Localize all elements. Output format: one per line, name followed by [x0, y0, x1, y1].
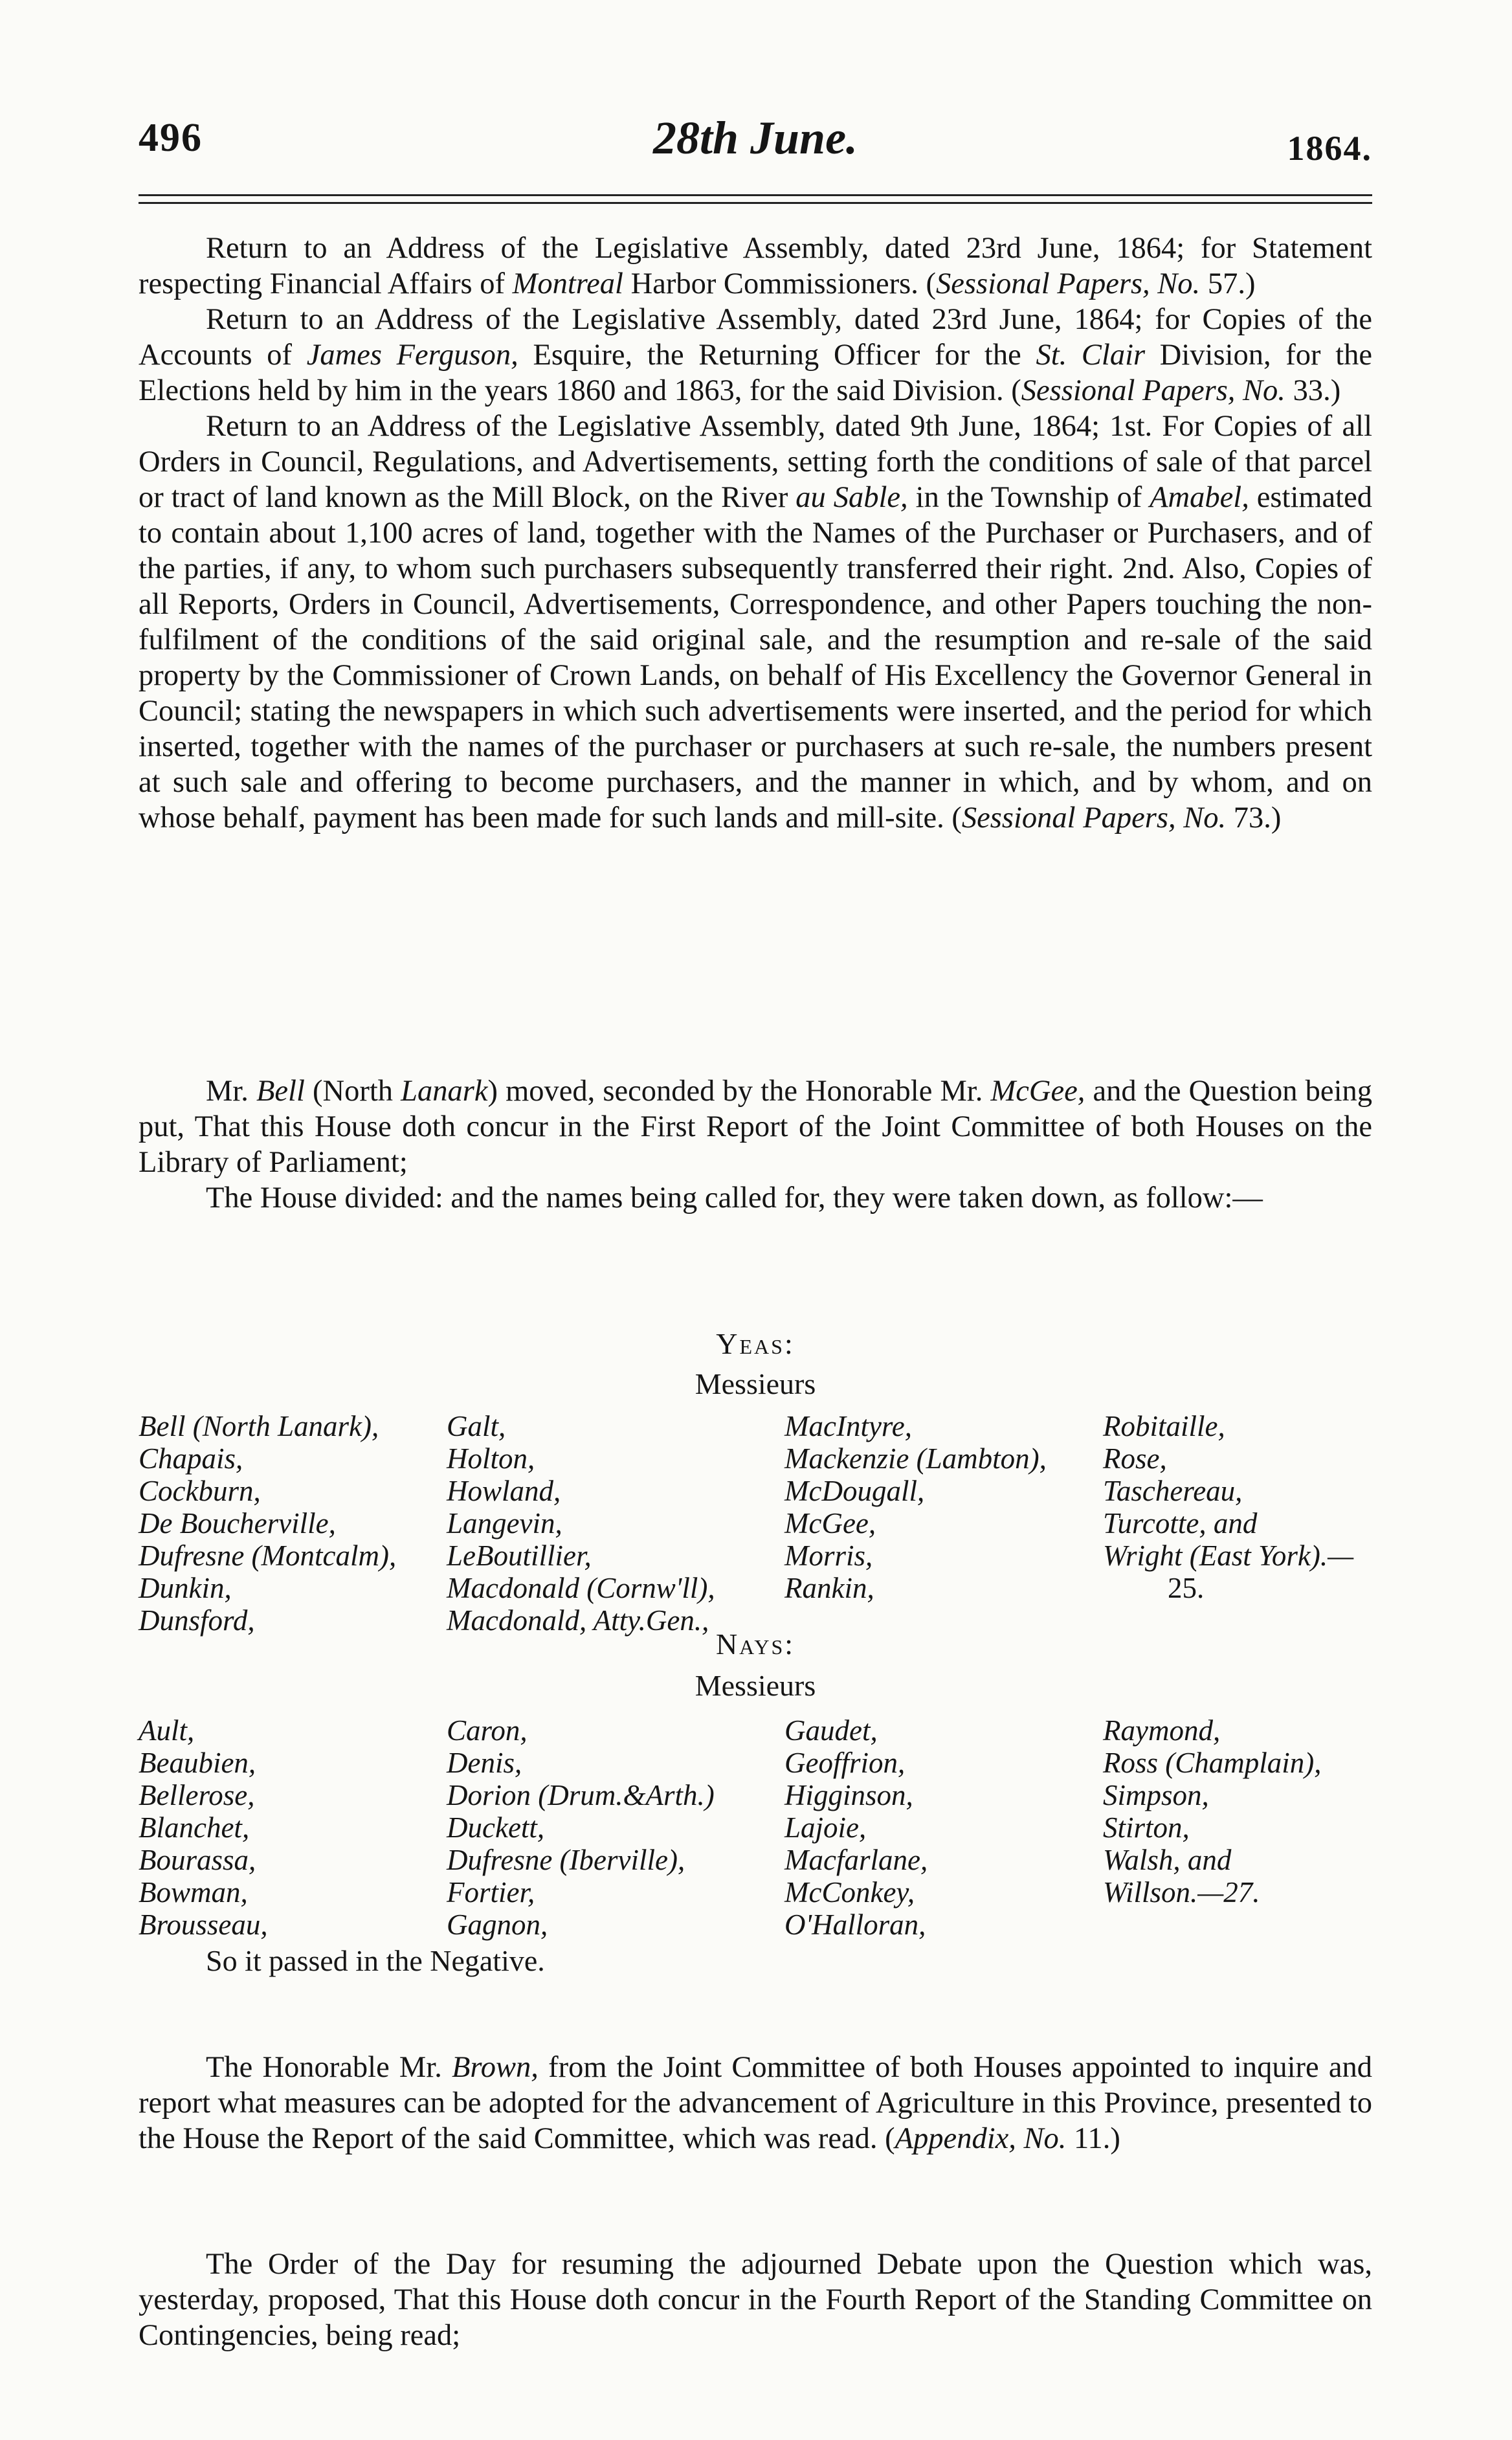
- order-section: [139, 2246, 1372, 2353]
- date-title: 28th June.: [652, 112, 858, 164]
- member-name: Galt,: [447, 1410, 506, 1442]
- member-name: Macfarlane,: [784, 1844, 928, 1876]
- member-name: Wright (East York).—: [1103, 1539, 1354, 1572]
- member-name: Caron,: [447, 1714, 528, 1747]
- running-head: [139, 112, 1372, 173]
- motion-paragraph: Mr. Bell (North Lanark) moved, seconded by the Honorable Mr. McGee, and the Question being put, That this House doth concur in the First Report of the Joint Committee of both Houses on the Library of Parliament;: [139, 1075, 1372, 1179]
- member-name: Blanchet,: [139, 1811, 250, 1844]
- member-name: Chapais,: [139, 1442, 243, 1475]
- division-result: So it passed in the Negative.: [206, 1944, 545, 1977]
- member-name: Mackenzie (Lambton),: [784, 1442, 1047, 1475]
- division-paragraph: The House divided: and the names being called for, they were taken down, as follow:—: [206, 1181, 1263, 1214]
- return-paragraph: Return to an Address of the Legislative Assembly, dated 9th June, 1864; 1st. For Copies of all Orders in Council, Regulations, and Advertisements, setting forth the conditions of sale of that parcel or tract of land known as the Mill Block, on the River au Sable, in the Township of Amabel, estimated to contain about 1,100 acres of land, together with the Names of the Purchaser or Purchasers, and of the parties, if any, to whom such purchasers subsequently transferred their right. 2nd. Also, Copies of all Reports, Orders in Council, Advertisements, Correspondence, and other Papers touching the non-fulfilment of the conditions of the said original sale, and the resumption and re-sale of the said property by the Commissioner of Crown Lands, on behalf of His Excellency the Governor General in Council; stating the newspapers in which such advertisements were inserted, and the period for which inserted, together with the names of the purchaser or purchasers at such re-sale, the numbers present at such sale and offering to become purchasers, and the manner in which, and by whom, and on whose behalf, payment has been made for such lands and mill-site. (Sessional Papers, No. 73.): [139, 410, 1372, 834]
- member-name: Brousseau,: [139, 1908, 268, 1941]
- member-name: Morris,: [784, 1539, 873, 1572]
- member-name: Rankin,: [784, 1572, 874, 1604]
- member-name: Macdonald, Atty.Gen.,: [447, 1604, 709, 1637]
- member-name: De Boucherville,: [139, 1507, 336, 1539]
- member-name: Howland,: [447, 1475, 561, 1507]
- member-name: Raymond,: [1103, 1714, 1221, 1747]
- member-name: Dunkin,: [139, 1572, 232, 1604]
- member-name: Walsh, and: [1103, 1844, 1232, 1876]
- member-name: Gagnon,: [447, 1908, 548, 1941]
- member-name: Geoffrion,: [784, 1747, 906, 1779]
- motion-section: [139, 1073, 1372, 1216]
- return-paragraph: Return to an Address of the Legislative Assembly, dated 23rd June, 1864; for Statement respecting Financial Affairs of Montreal Harbor Commissioners. (Sessional Papers, No. 57.): [139, 232, 1372, 300]
- messieurs-label: Messieurs: [695, 1669, 816, 1702]
- yeas-heading: Yeas:: [716, 1327, 795, 1360]
- nays-column: [784, 1714, 928, 1941]
- member-name: McGee,: [784, 1507, 876, 1539]
- member-name: Ault,: [139, 1714, 195, 1747]
- member-name: Taschereau,: [1103, 1475, 1243, 1507]
- returns-section: [139, 230, 1372, 836]
- member-name: Stirton,: [1103, 1811, 1190, 1844]
- year: 1864.: [1287, 129, 1372, 168]
- member-name: Willson.—27.: [1103, 1876, 1260, 1908]
- member-name: LeBoutillier,: [447, 1539, 592, 1572]
- member-name: Turcotte, and: [1103, 1507, 1258, 1539]
- messieurs-label: Messieurs: [695, 1367, 816, 1400]
- member-name: Holton,: [447, 1442, 535, 1475]
- member-name: Dufresne (Montcalm),: [139, 1539, 397, 1572]
- yeas-total: 25.: [1168, 1572, 1205, 1604]
- yeas-column: [784, 1410, 1047, 1604]
- member-name: Higginson,: [784, 1779, 913, 1811]
- return-paragraph: Return to an Address of the Legislative Assembly, dated 23rd June, 1864; for Copies of the Accounts of James Ferguson, Esquire, the Returning Officer for the St. Clair Division, for the Elections held by him in the years 1860 and 1863, for the said Division. (Sessional Papers, No. 33.): [139, 303, 1373, 407]
- yeas-column: [1103, 1410, 1353, 1604]
- member-name: Dorion (Drum.&Arth.): [447, 1779, 715, 1811]
- member-name: Cockburn,: [139, 1475, 261, 1507]
- yeas-column: [139, 1410, 396, 1637]
- member-name: Lajoie,: [784, 1811, 867, 1844]
- member-name: Langevin,: [447, 1507, 562, 1539]
- member-name: Bell (North Lanark),: [139, 1410, 379, 1442]
- member-name: Robitaille,: [1103, 1410, 1225, 1442]
- agriculture-section: [139, 2050, 1372, 2156]
- page-number: 496: [139, 116, 203, 160]
- nays-column: [139, 1714, 268, 1941]
- nays-heading: Nays:: [715, 1628, 795, 1661]
- nays-column: [447, 1714, 715, 1941]
- member-name: Simpson,: [1103, 1779, 1209, 1811]
- member-name: Bourassa,: [139, 1844, 256, 1876]
- member-name: Gaudet,: [784, 1714, 878, 1747]
- member-name: Ross (Champlain),: [1103, 1747, 1322, 1779]
- member-name: Bellerose,: [139, 1779, 255, 1811]
- member-name: Dufresne (Iberville),: [447, 1844, 685, 1876]
- member-name: Beaubien,: [139, 1747, 256, 1779]
- member-name: McConkey,: [784, 1876, 915, 1908]
- header-rule: [139, 194, 1372, 204]
- agriculture-paragraph: The Honorable Mr. Brown, from the Joint Committee of both Houses appointed to inquire and report what measures can be adopted for the advancement of Agriculture in this Province, presented to the House the Report of the said Committee, which was read. (Appendix, No. 11.): [139, 2051, 1372, 2155]
- member-name: Dunsford,: [139, 1604, 255, 1637]
- yeas-column: [447, 1410, 715, 1637]
- member-name: Duckett,: [447, 1811, 545, 1844]
- member-name: Macdonald (Cornw'll),: [447, 1572, 715, 1604]
- member-name: Bowman,: [139, 1876, 248, 1908]
- member-name: MacIntyre,: [784, 1410, 912, 1442]
- member-name: Rose,: [1103, 1442, 1167, 1475]
- nays-column: [1103, 1714, 1322, 1908]
- member-name: McDougall,: [784, 1475, 925, 1507]
- member-name: O'Halloran,: [784, 1908, 926, 1941]
- member-name: Denis,: [447, 1747, 522, 1779]
- member-name: Fortier,: [447, 1876, 535, 1908]
- order-of-day-paragraph: The Order of the Day for resuming the adjourned Debate upon the Question which was, yesterday, proposed, That this House doth concur in the Fourth Report of the Standing Committee on Contingencies, being read;: [139, 2248, 1372, 2352]
